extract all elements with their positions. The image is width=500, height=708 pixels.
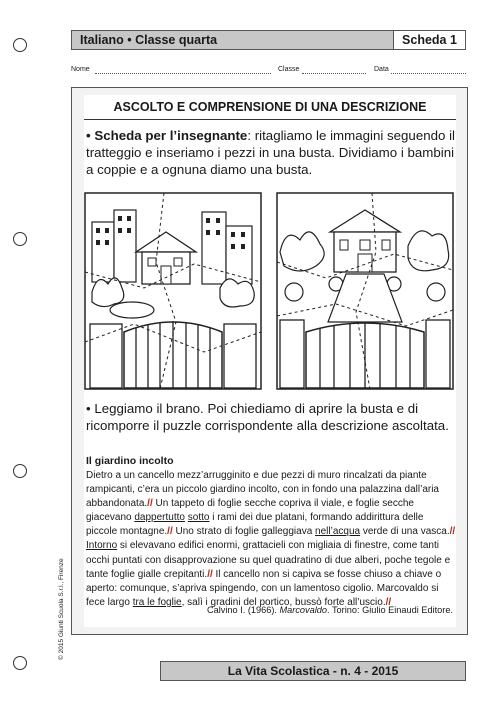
binder-hole	[13, 464, 27, 478]
header-bar	[71, 30, 466, 50]
activity-content	[84, 95, 456, 627]
abandoned-garden-illustration	[84, 192, 262, 390]
segment-separator: //	[449, 526, 456, 538]
footer-bar: La Vita Scolastica - n. 4 - 2015	[160, 661, 466, 681]
subject-title: Italiano • Classe quarta	[80, 33, 218, 47]
teacher-label: Scheda per l’insegnante	[94, 128, 248, 143]
citation-work: Marcovaldo	[279, 605, 328, 615]
story-segment: Uno strato di foglie galleggiava	[172, 526, 316, 538]
underlined-word: dappertutto	[134, 512, 185, 524]
teacher-instructions	[86, 127, 456, 178]
binder-hole	[13, 232, 27, 246]
student-fields	[71, 66, 466, 80]
puzzle-drawing-tidy-garden	[276, 192, 454, 390]
underlined-word: tra le foglie	[132, 596, 182, 608]
binder-hole	[13, 656, 27, 670]
tidy-garden-illustration	[276, 192, 454, 390]
binder-hole	[13, 38, 27, 52]
date-label: Data	[374, 66, 389, 73]
underlined-word: sotto	[187, 512, 210, 524]
citation-publisher: . Torino: Giulio Einaudi Editore.	[327, 605, 453, 615]
puzzle-drawing-abandoned-garden	[84, 192, 262, 390]
date-line[interactable]	[391, 73, 466, 74]
story-text	[86, 469, 456, 610]
name-label: Nome	[71, 66, 90, 73]
story-segment: Dietro a un cancello mezz’arrugginito e due pezzi di muro rincalzati da piante rampicanti, c’era un piccolo giardino incolto, con in fondo una palazzina dall’aria abbandonata.	[86, 470, 439, 510]
story-segment: Un tappeto di foglie secche copriva il viale, e foglie secche giacevano	[86, 498, 414, 524]
teacher-text: : ritagliamo le immagini seguendo il tratteggio e inseriamo i pezzi in una busta. Dividiamo i bambini a coppie e a ognuna diamo una busta.	[86, 128, 456, 177]
story-segment: si elevavano edifici enormi, grattacieli con migliaia di finestre, come tanti occhi puntati con disapprovazione su quel quadratino di due alberi, poche tegole e tante foglie gialle crepitanti.	[86, 540, 451, 580]
underlined-word: Intorno	[86, 540, 118, 552]
segment-separator: //	[207, 568, 213, 580]
worksheet-tab: Scheda 1	[393, 30, 466, 50]
class-label: Classe	[278, 66, 300, 73]
segment-separator: //	[147, 498, 153, 510]
story-segment: Il cancello non si capiva se fosse chiuso a chiave o aperto: comunque, s’apriva spingendo, con un lamentoso cigolio. Marcovaldo si fece largo	[86, 568, 442, 608]
story-segment: i rami dei due platani, formando addirittura delle piccole montagne.	[86, 512, 424, 538]
copyright-notice: © 2015 Giunti Scuola S.r.l., Firenze	[58, 558, 65, 660]
name-line[interactable]	[95, 73, 271, 74]
story-segment: , salì i gradini del portico, bussò forte all’uscio.	[181, 596, 386, 608]
activity-title: ASCOLTO E COMPRENSIONE DI UNA DESCRIZIONE	[113, 100, 427, 114]
title-divider	[84, 119, 456, 120]
class-line[interactable]	[302, 73, 366, 74]
source-citation	[207, 605, 453, 615]
story-segment: verde di una vasca.	[360, 526, 450, 538]
story-title: Il giardino incolto	[86, 455, 174, 467]
underlined-word: nell’acqua	[315, 526, 361, 538]
bullet: •	[86, 128, 91, 143]
segment-separator: //	[167, 526, 173, 538]
activity-card	[71, 87, 468, 635]
segment-separator: //	[385, 596, 392, 608]
citation-author: Calvino I. (1966).	[207, 605, 280, 615]
reading-instructions: • Leggiamo il brano. Poi chiediamo di aprire la busta e di ricomporre il puzzle corrispondente alla descrizione ascoltata.	[86, 401, 449, 433]
